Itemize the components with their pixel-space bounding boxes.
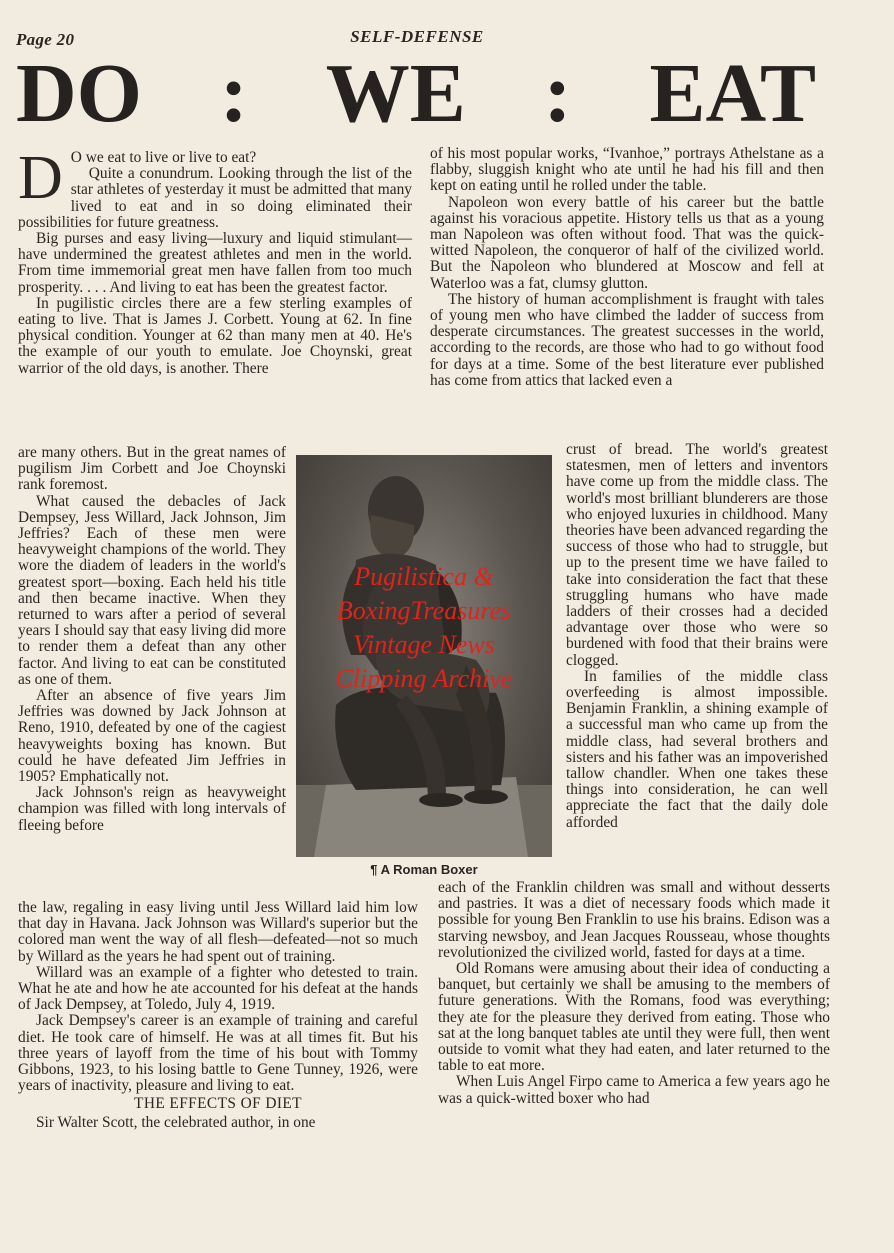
section-subhead: THE EFFECTS OF DIET bbox=[134, 1095, 302, 1113]
paragraph: After an absence of five years Jim Jeffries was downed by Jack Johnson at Reno, 1910, defeated by one of the cagiest heavyweights boxing has known. But could he have defeated Jim Jeffries in 1905? Emphatically not. bbox=[18, 687, 286, 786]
paragraph: Willard was an example of a fighter who detested to train. What he ate and how he ate accounted for his defeat at the hands of Jack Dempsey, at Toledo, July 4, 1919. bbox=[18, 963, 418, 1014]
headline-separator: : bbox=[543, 47, 572, 140]
page-number: Page 20 bbox=[16, 30, 75, 49]
running-title: SELF-DEFENSE bbox=[350, 27, 484, 46]
watermark-line: BoxingTreasures bbox=[336, 596, 512, 625]
paragraph: Sir Walter Scott, the celebrated author, in one bbox=[36, 1113, 316, 1131]
paragraph: In families of the middle class overfeeding is almost impossible. Benjamin Franklin, a shining example of a successful man who came up from the middle class, had several brothers and sisters and his father was an impoverished tallow chandler. When one takes these things into consideration, he can well appreciate the fact that the daily dole afforded bbox=[566, 667, 828, 831]
paragraph: the law, regaling in easy living until Jess Willard laid him low that day in Havana. Jack Johnson was Willard's superior but the colored man went the way of all flesh—defeated—not so much by Willard as the years he had spent out of training. bbox=[18, 899, 418, 965]
photo-caption: ¶ A Roman Boxer bbox=[370, 862, 478, 877]
column-1-bottom bbox=[18, 900, 418, 1131]
headline-word-do: DO bbox=[16, 47, 142, 140]
paragraph: In pugilistic circles there are a few sterling examples of eating to live. That is James J. Corbett. Young at 62. In fine physical condition. Younger at 62 than many men at 40. He's the example of our youth to emulate. Joe Choynski, great warrior of the old days, is another. There bbox=[18, 294, 412, 377]
paragraph: Jack Dempsey's career is an example of training and careful diet. He took care of himself. He was at all times fit. But his three years of layoff from the time of his bout with Tommy Gibbons, 1923, to his losing battle to Gene Tunney, 1926, were years of inactivity, pleasure and living to eat. bbox=[18, 1012, 418, 1095]
statue-illustration bbox=[296, 455, 552, 857]
paragraph: Jack Johnson's reign as heavyweight champion was filled with long intervals of fleeing before bbox=[18, 784, 286, 834]
drop-cap: D bbox=[18, 144, 63, 212]
paragraph: Big purses and easy living—luxury and liquid stimulant—have undermined the greatest athletes and men in the world. From time immemorial great men have fallen from too much prosperity. . . . And living to eat has been the greatest factor. bbox=[18, 230, 412, 296]
watermark-line: Pugilistica & bbox=[354, 562, 494, 591]
column-2-top bbox=[430, 146, 824, 389]
column-2-middle bbox=[566, 442, 828, 831]
paragraph: When Luis Angel Firpo came to America a few years ago he was a quick-witted boxer who had bbox=[438, 1073, 830, 1107]
headline-word-we: WE bbox=[325, 47, 466, 140]
paragraph: Napoleon won every battle of his career but the battle against his voracious appetite. History tells us that as a young man Napoleon was often without food. That was the quick-witted Napoleon, the conqueror of half of the civilized world. But the Napoleon who blundered at Moscow and fell at Waterloo was a fat, clumsy glutton. bbox=[430, 193, 824, 292]
paragraph: each of the Franklin children was small and without desserts and pastries. It was a diet of necessary foods which made it possible for young Ben Franklin to use his brains. Edison was a starving newsboy, and Jean Jacques Rousseau, whose thoughts revolutionized the civilized world, fasted for days at a time. bbox=[438, 879, 830, 961]
paragraph: Old Romans were amusing about their idea of conducting a banquet, but certainly we shall be amusing to the members of future generations. With the Romans, food was everything; they ate for the pleasure they derived from eating. Those who sat at the long banquet tables ate until they were full, then went outside to vomit what they had eaten, and later returned to the table to eat more. bbox=[438, 960, 830, 1075]
paragraph: What caused the debacles of Jack Dempsey, Jess Willard, Jack Johnson, Jim Jeffries? Each of these men were heavyweight champions of the world. They wore the diadem of leaders in the world's greatest sport—boxing. Each held his title and then became inactive. When they returned to wars after a period of several years I should say that easy living did more to render them a defeat than any other factor. And living to eat can be constituted as one of them. bbox=[18, 492, 286, 688]
paragraph: of his most popular works, “Ivanhoe,” portrays Athelstane as a flabby, sluggish knight who ate until he had his fill and then kept on eating until he rolled under the table. bbox=[430, 145, 824, 195]
paragraph: O we eat to live or live to eat? bbox=[70, 149, 257, 166]
roman-boxer-photo bbox=[296, 455, 552, 857]
headline bbox=[16, 47, 816, 140]
paragraph: are many others. But in the great names of pugilism Jim Corbett and Joe Choynski rank foremost. bbox=[18, 444, 286, 494]
paragraph: Quite a conundrum. Looking through the list of the star athletes of yesterday it must be admitted that many lived to eat and in so doing eliminated their possibilities for future greatness. bbox=[18, 165, 412, 231]
headline-separator: : bbox=[219, 47, 248, 140]
column-1-middle bbox=[18, 445, 286, 834]
headline-word-eat: EAT bbox=[649, 47, 816, 140]
watermark-line: Clipping Archive bbox=[335, 664, 513, 693]
watermark-line: Vintage News bbox=[353, 630, 495, 659]
paragraph: The history of human accomplishment is fraught with tales of young men who have climbed the ladder of success from desperate circumstances. The greatest successes in the world, according to the records, are those who had to go without food for days at a time. Some of the best literature ever published has come from attics that lacked even a bbox=[430, 290, 824, 389]
column-1-top bbox=[18, 144, 412, 377]
paragraph: crust of bread. The world's greatest statesmen, men of letters and inventors have come up from the middle class. The world's most brilliant blunderers are those who enjoyed luxuries in childhood. Many theories have been advanced regarding the success of those who had to struggle, but up to the present time we have failed to take into consideration the fact that these struggling humans who have made ladders of their crosses had a decided advantage over those who were so burdened with food that their brains were clogged. bbox=[566, 441, 828, 669]
column-2-bottom bbox=[438, 880, 830, 1107]
